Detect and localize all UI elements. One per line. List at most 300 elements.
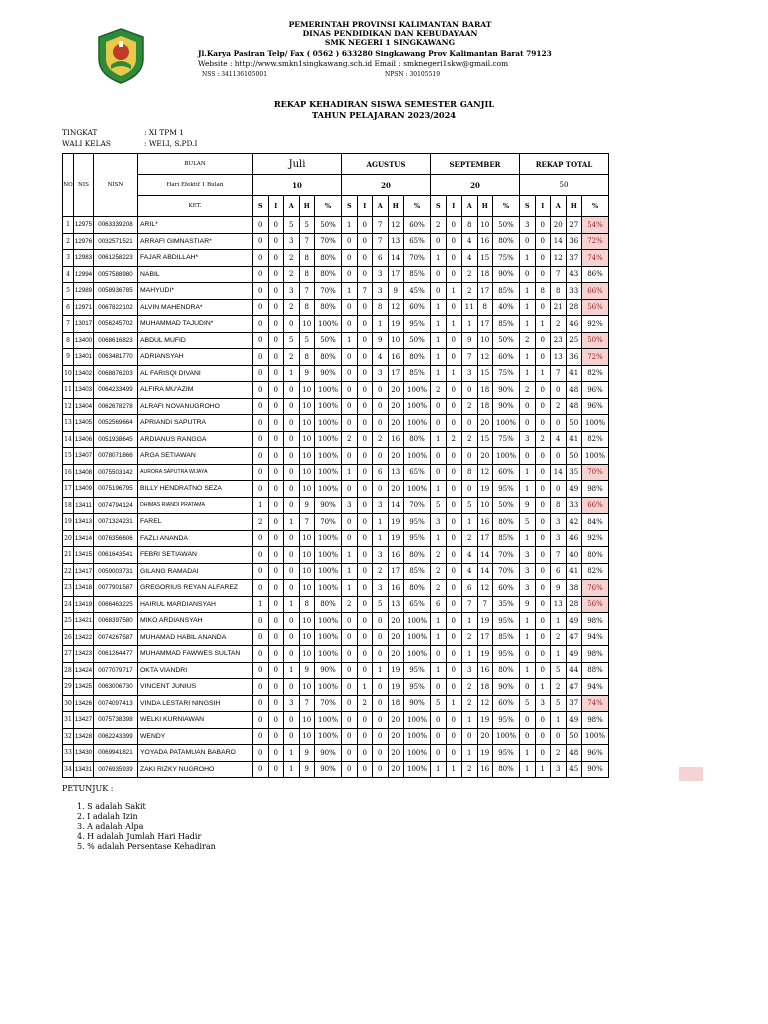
header-sub-pct: %: [493, 196, 520, 217]
nisn-cell: 0052569664: [94, 415, 138, 432]
attendance-cell: 40: [566, 547, 582, 564]
attendance-cell: 0: [446, 728, 462, 745]
attendance-cell: 47: [566, 629, 582, 646]
attendance-cell: 48: [566, 398, 582, 415]
total-percent-cell: 70%: [582, 464, 609, 481]
attendance-cell: 0: [535, 398, 551, 415]
attendance-cell: 2: [446, 431, 462, 448]
attendance-cell: 50%: [315, 217, 342, 234]
attendance-cell: 0: [535, 563, 551, 580]
attendance-cell: 2: [520, 332, 536, 349]
attendance-cell: 17: [477, 316, 493, 333]
attendance-cell: 48: [566, 382, 582, 399]
total-percent-cell: 80%: [582, 547, 609, 564]
table-row: [63, 431, 609, 448]
attendance-cell: 0: [268, 596, 284, 613]
attendance-cell: 1: [284, 514, 300, 531]
row-number: 18: [63, 497, 74, 514]
table-row: [63, 514, 609, 531]
attendance-cell: 7: [299, 695, 315, 712]
attendance-cell: 41: [566, 365, 582, 382]
attendance-cell: 20: [388, 646, 404, 663]
attendance-cell: 5: [284, 332, 300, 349]
attendance-cell: 0: [520, 415, 536, 432]
row-number: 7: [63, 316, 74, 333]
attendance-cell: 2: [284, 299, 300, 316]
table-row: [63, 563, 609, 580]
attendance-cell: 20: [477, 448, 493, 465]
attendance-cell: 10: [299, 398, 315, 415]
attendance-cell: 0: [520, 679, 536, 696]
attendance-cell: 10: [299, 464, 315, 481]
attendance-cell: 3: [284, 233, 300, 250]
table-row: [63, 580, 609, 597]
attendance-cell: 48: [566, 745, 582, 762]
nisn-cell: 0068397580: [94, 613, 138, 630]
attendance-cell: 1: [520, 745, 536, 762]
attendance-cell: 90%: [315, 745, 342, 762]
attendance-cell: 80%: [315, 266, 342, 283]
attendance-cell: 0: [342, 299, 358, 316]
attendance-cell: 0: [462, 382, 478, 399]
attendance-cell: 80%: [404, 547, 431, 564]
attendance-cell: 1: [520, 613, 536, 630]
attendance-cell: 2: [284, 250, 300, 267]
nis-cell: 13405: [74, 415, 94, 432]
nisn-cell: 0062678278: [94, 398, 138, 415]
row-number: 10: [63, 365, 74, 382]
attendance-cell: 10: [299, 646, 315, 663]
attendance-cell: 0: [268, 497, 284, 514]
attendance-cell: 0: [342, 761, 358, 778]
attendance-cell: 1: [431, 299, 447, 316]
header-ket: KET.: [138, 196, 253, 217]
attendance-cell: 50%: [315, 332, 342, 349]
attendance-cell: 0: [284, 431, 300, 448]
total-percent-cell: 72%: [582, 233, 609, 250]
attendance-cell: 80%: [315, 596, 342, 613]
row-number: 12: [63, 398, 74, 415]
attendance-cell: 80%: [404, 580, 431, 597]
attendance-cell: 0: [268, 332, 284, 349]
attendance-cell: 0: [535, 580, 551, 597]
table-row: [63, 695, 609, 712]
attendance-cell: 20: [388, 629, 404, 646]
student-name: VINCENT JUNIUS: [138, 679, 253, 696]
attendance-cell: 0: [431, 646, 447, 663]
attendance-cell: 2: [431, 382, 447, 399]
attendance-cell: 80%: [404, 431, 431, 448]
attendance-cell: 5: [373, 596, 389, 613]
attendance-cell: 10: [299, 316, 315, 333]
header-sub-s: S: [520, 196, 536, 217]
attendance-cell: 0: [342, 530, 358, 547]
attendance-cell: 1: [357, 679, 373, 696]
attendance-cell: 36: [566, 349, 582, 366]
attendance-cell: 1: [431, 629, 447, 646]
total-percent-cell: 84%: [582, 514, 609, 531]
attendance-cell: 0: [342, 712, 358, 729]
attendance-cell: 3: [373, 283, 389, 300]
attendance-cell: 95%: [404, 316, 431, 333]
row-number: 19: [63, 514, 74, 531]
table-row: [63, 233, 609, 250]
header-hari-efektif: Hari Efektif 1 Bulan: [138, 175, 253, 196]
attendance-cell: 85%: [404, 266, 431, 283]
attendance-cell: 16: [477, 514, 493, 531]
student-name: FEBRI SETIAWAN: [138, 547, 253, 564]
attendance-cell: 42: [566, 514, 582, 531]
attendance-cell: 1: [520, 662, 536, 679]
attendance-cell: 18: [388, 695, 404, 712]
attendance-cell: 0: [253, 233, 269, 250]
header-sub-pct: %: [404, 196, 431, 217]
attendance-cell: 0: [268, 283, 284, 300]
table-row: [63, 283, 609, 300]
attendance-cell: 100%: [315, 382, 342, 399]
attendance-cell: 6: [462, 580, 478, 597]
nisn-cell: 0066463225: [94, 596, 138, 613]
attendance-cell: 0: [373, 448, 389, 465]
attendance-cell: 16: [477, 761, 493, 778]
attendance-cell: 65%: [404, 233, 431, 250]
header-sub-s: S: [253, 196, 269, 217]
attendance-cell: 15: [477, 250, 493, 267]
row-number: 15: [63, 448, 74, 465]
attendance-cell: 2: [551, 316, 567, 333]
header-days-1: 20: [342, 175, 431, 196]
attendance-cell: 5: [462, 497, 478, 514]
attendance-cell: 0: [357, 497, 373, 514]
nis-cell: 13408: [74, 464, 94, 481]
attendance-cell: 3: [551, 761, 567, 778]
attendance-cell: 1: [284, 365, 300, 382]
attendance-cell: 75%: [493, 250, 520, 267]
attendance-cell: 1: [284, 745, 300, 762]
total-percent-cell: 98%: [582, 712, 609, 729]
row-number: 30: [63, 695, 74, 712]
attendance-cell: 70%: [315, 695, 342, 712]
attendance-cell: 0: [357, 448, 373, 465]
petunjuk-item: 1. S adalah Sakit: [77, 802, 146, 811]
attendance-cell: 0: [284, 629, 300, 646]
attendance-cell: 9: [551, 580, 567, 597]
table-row: [63, 646, 609, 663]
nis-cell: 13418: [74, 580, 94, 597]
attendance-cell: 0: [253, 448, 269, 465]
attendance-cell: 85%: [493, 530, 520, 547]
attendance-cell: 10: [299, 431, 315, 448]
attendance-cell: 33: [566, 497, 582, 514]
student-name: BILLY HENDRATNO SEZA: [138, 481, 253, 498]
attendance-cell: 0: [446, 250, 462, 267]
attendance-cell: 60%: [493, 580, 520, 597]
tingkat-value: : XI TPM 1: [144, 128, 184, 137]
nis-cell: 12971: [74, 299, 94, 316]
row-number: 5: [63, 283, 74, 300]
attendance-cell: 100%: [404, 481, 431, 498]
attendance-cell: 75%: [493, 365, 520, 382]
attendance-cell: 0: [268, 217, 284, 234]
attendance-cell: 6: [551, 563, 567, 580]
attendance-cell: 8: [373, 299, 389, 316]
letterhead-line3: SMK NEGERI 1 SINGKAWANG: [324, 38, 456, 47]
nis-cell: 13428: [74, 728, 94, 745]
attendance-cell: 0: [535, 712, 551, 729]
attendance-cell: 3: [373, 365, 389, 382]
total-percent-cell: 100%: [582, 415, 609, 432]
attendance-cell: 9: [299, 761, 315, 778]
table-row: [63, 217, 609, 234]
attendance-cell: 1: [253, 497, 269, 514]
attendance-cell: 6: [373, 250, 389, 267]
attendance-cell: 0: [268, 679, 284, 696]
attendance-cell: 16: [477, 233, 493, 250]
attendance-cell: 0: [268, 712, 284, 729]
attendance-cell: 0: [357, 349, 373, 366]
letterhead-npsn: NPSN : 30105519: [385, 71, 441, 78]
attendance-cell: 0: [268, 662, 284, 679]
letterhead-line1: PEMERINTAH PROVINSI KALIMANTAN BARAT: [288, 20, 492, 29]
student-name: ADRIANSYAH: [138, 349, 253, 366]
attendance-cell: 8: [551, 497, 567, 514]
attendance-cell: 0: [431, 266, 447, 283]
attendance-cell: 10: [299, 547, 315, 564]
row-number: 25: [63, 613, 74, 630]
attendance-cell: 0: [431, 464, 447, 481]
nis-cell: 13426: [74, 695, 94, 712]
student-name: ARIL*: [138, 217, 253, 234]
nisn-cell: 0061258223: [94, 250, 138, 267]
attendance-cell: 11: [462, 299, 478, 316]
attendance-cell: 50: [566, 728, 582, 745]
attendance-cell: 1: [431, 250, 447, 267]
attendance-cell: 10: [299, 382, 315, 399]
nisn-cell: 0067822102: [94, 299, 138, 316]
attendance-cell: 0: [268, 761, 284, 778]
attendance-cell: 0: [268, 233, 284, 250]
nisn-cell: 0069941821: [94, 745, 138, 762]
nis-cell: 12983: [74, 250, 94, 267]
total-percent-cell: 86%: [582, 266, 609, 283]
attendance-cell: 14: [477, 563, 493, 580]
table-row: [63, 332, 609, 349]
nis-cell: 13430: [74, 745, 94, 762]
row-number: 3: [63, 250, 74, 267]
attendance-cell: 4: [462, 563, 478, 580]
header-sub-s: S: [342, 196, 358, 217]
attendance-cell: 0: [253, 250, 269, 267]
attendance-cell: 0: [342, 398, 358, 415]
attendance-cell: 1: [520, 250, 536, 267]
letterhead-nss: NSS : 341136105001: [202, 71, 268, 78]
attendance-cell: 0: [268, 415, 284, 432]
attendance-cell: 0: [551, 728, 567, 745]
attendance-cell: 7: [551, 365, 567, 382]
row-number: 21: [63, 547, 74, 564]
header-sub-h: H: [299, 196, 315, 217]
attendance-cell: 16: [388, 547, 404, 564]
attendance-cell: 0: [268, 266, 284, 283]
nis-cell: 13409: [74, 481, 94, 498]
row-number: 13: [63, 415, 74, 432]
attendance-cell: 1: [520, 530, 536, 547]
attendance-cell: 100%: [315, 547, 342, 564]
total-percent-cell: 96%: [582, 745, 609, 762]
row-number: 20: [63, 530, 74, 547]
table-row: [63, 250, 609, 267]
attendance-cell: 41: [566, 431, 582, 448]
attendance-cell: 0: [535, 514, 551, 531]
attendance-cell: 0: [520, 266, 536, 283]
attendance-cell: 0: [462, 728, 478, 745]
attendance-cell: 7: [373, 233, 389, 250]
attendance-cell: 0: [535, 349, 551, 366]
letterhead-address: Jl.Karya Pasiran Telp/ Fax ( 0562 ) 633280 Singkawang Prov Kalimantan Barat 79123: [198, 49, 552, 58]
attendance-cell: 100%: [404, 646, 431, 663]
attendance-cell: 100%: [404, 382, 431, 399]
table-row: [63, 547, 609, 564]
attendance-cell: 60%: [493, 349, 520, 366]
nisn-cell: 0063481770: [94, 349, 138, 366]
attendance-cell: 28: [566, 299, 582, 316]
header-sub-i: I: [268, 196, 284, 217]
attendance-cell: 0: [253, 365, 269, 382]
attendance-cell: 2: [431, 563, 447, 580]
attendance-cell: 0: [357, 580, 373, 597]
header-sub-h: H: [388, 196, 404, 217]
attendance-cell: 0: [284, 563, 300, 580]
attendance-cell: 0: [446, 547, 462, 564]
attendance-cell: 0: [268, 431, 284, 448]
attendance-cell: 100%: [404, 712, 431, 729]
attendance-cell: 3: [431, 514, 447, 531]
attendance-cell: 0: [342, 448, 358, 465]
attendance-cell: 85%: [493, 629, 520, 646]
attendance-cell: 0: [284, 580, 300, 597]
attendance-cell: 19: [477, 712, 493, 729]
attendance-cell: 80%: [493, 514, 520, 531]
nis-cell: 13415: [74, 547, 94, 564]
attendance-cell: 0: [342, 415, 358, 432]
total-percent-cell: 98%: [582, 646, 609, 663]
attendance-cell: 19: [477, 745, 493, 762]
row-number: 26: [63, 629, 74, 646]
attendance-cell: 2: [462, 695, 478, 712]
total-percent-cell: 92%: [582, 316, 609, 333]
attendance-cell: 65%: [404, 596, 431, 613]
attendance-cell: 2: [373, 431, 389, 448]
row-number: 32: [63, 728, 74, 745]
student-name: ZAKI RIZKY NUGROHO: [138, 761, 253, 778]
attendance-cell: 1: [431, 365, 447, 382]
attendance-cell: 0: [268, 530, 284, 547]
attendance-cell: 35: [566, 464, 582, 481]
attendance-cell: 2: [462, 431, 478, 448]
total-percent-cell: 50%: [582, 332, 609, 349]
nisn-cell: 0075738398: [94, 712, 138, 729]
header-no: NO: [63, 154, 74, 217]
attendance-cell: 0: [268, 250, 284, 267]
attendance-cell: 90%: [315, 662, 342, 679]
nis-cell: 13414: [74, 530, 94, 547]
nis-cell: 13421: [74, 613, 94, 630]
attendance-cell: 2: [357, 695, 373, 712]
student-name: AL FARISQI DIVANI: [138, 365, 253, 382]
attendance-cell: 19: [388, 679, 404, 696]
attendance-cell: 2: [462, 629, 478, 646]
attendance-cell: 0: [253, 217, 269, 234]
attendance-cell: 1: [284, 662, 300, 679]
row-number: 4: [63, 266, 74, 283]
total-percent-cell: 98%: [582, 613, 609, 630]
attendance-cell: 20: [388, 382, 404, 399]
attendance-cell: 3: [551, 514, 567, 531]
attendance-cell: 1: [342, 217, 358, 234]
attendance-cell: 2: [342, 596, 358, 613]
table-row: [63, 629, 609, 646]
meta-wali: [62, 139, 197, 148]
table-row: [63, 497, 609, 514]
tingkat-label: TINGKAT: [62, 128, 98, 137]
attendance-cell: 100%: [404, 745, 431, 762]
attendance-cell: 45: [566, 761, 582, 778]
table-row: [63, 316, 609, 333]
meta-tingkat: [62, 128, 184, 137]
attendance-cell: 100%: [404, 629, 431, 646]
attendance-cell: 2: [462, 398, 478, 415]
attendance-cell: 0: [284, 712, 300, 729]
attendance-cell: 17: [477, 283, 493, 300]
header-sub-i: I: [535, 196, 551, 217]
attendance-cell: 0: [284, 316, 300, 333]
attendance-cell: 3: [551, 530, 567, 547]
attendance-cell: 0: [551, 481, 567, 498]
attendance-cell: 0: [446, 712, 462, 729]
row-number: 8: [63, 332, 74, 349]
attendance-cell: 0: [284, 530, 300, 547]
attendance-cell: 0: [268, 580, 284, 597]
attendance-cell: 12: [477, 580, 493, 597]
attendance-cell: 0: [284, 481, 300, 498]
attendance-cell: 0: [373, 382, 389, 399]
attendance-cell: 0: [446, 481, 462, 498]
attendance-cell: 6: [431, 596, 447, 613]
attendance-cell: 0: [253, 431, 269, 448]
attendance-cell: 100%: [493, 728, 520, 745]
attendance-cell: 0: [357, 596, 373, 613]
attendance-cell: 0: [446, 448, 462, 465]
attendance-cell: 9: [520, 497, 536, 514]
attendance-cell: 2: [520, 382, 536, 399]
attendance-cell: 2: [462, 679, 478, 696]
row-number: 31: [63, 712, 74, 729]
attendance-cell: 5: [299, 217, 315, 234]
nis-cell: 13427: [74, 712, 94, 729]
attendance-cell: 0: [535, 233, 551, 250]
attendance-cell: 18: [477, 679, 493, 696]
attendance-cell: 1: [373, 662, 389, 679]
attendance-cell: 2: [462, 266, 478, 283]
attendance-cell: 3: [535, 695, 551, 712]
attendance-cell: 46: [566, 316, 582, 333]
attendance-cell: 10: [299, 580, 315, 597]
total-percent-cell: 56%: [582, 299, 609, 316]
nisn-cell: 0075196795: [94, 481, 138, 498]
attendance-cell: 95%: [493, 646, 520, 663]
attendance-cell: 0: [268, 629, 284, 646]
attendance-cell: 100%: [315, 431, 342, 448]
